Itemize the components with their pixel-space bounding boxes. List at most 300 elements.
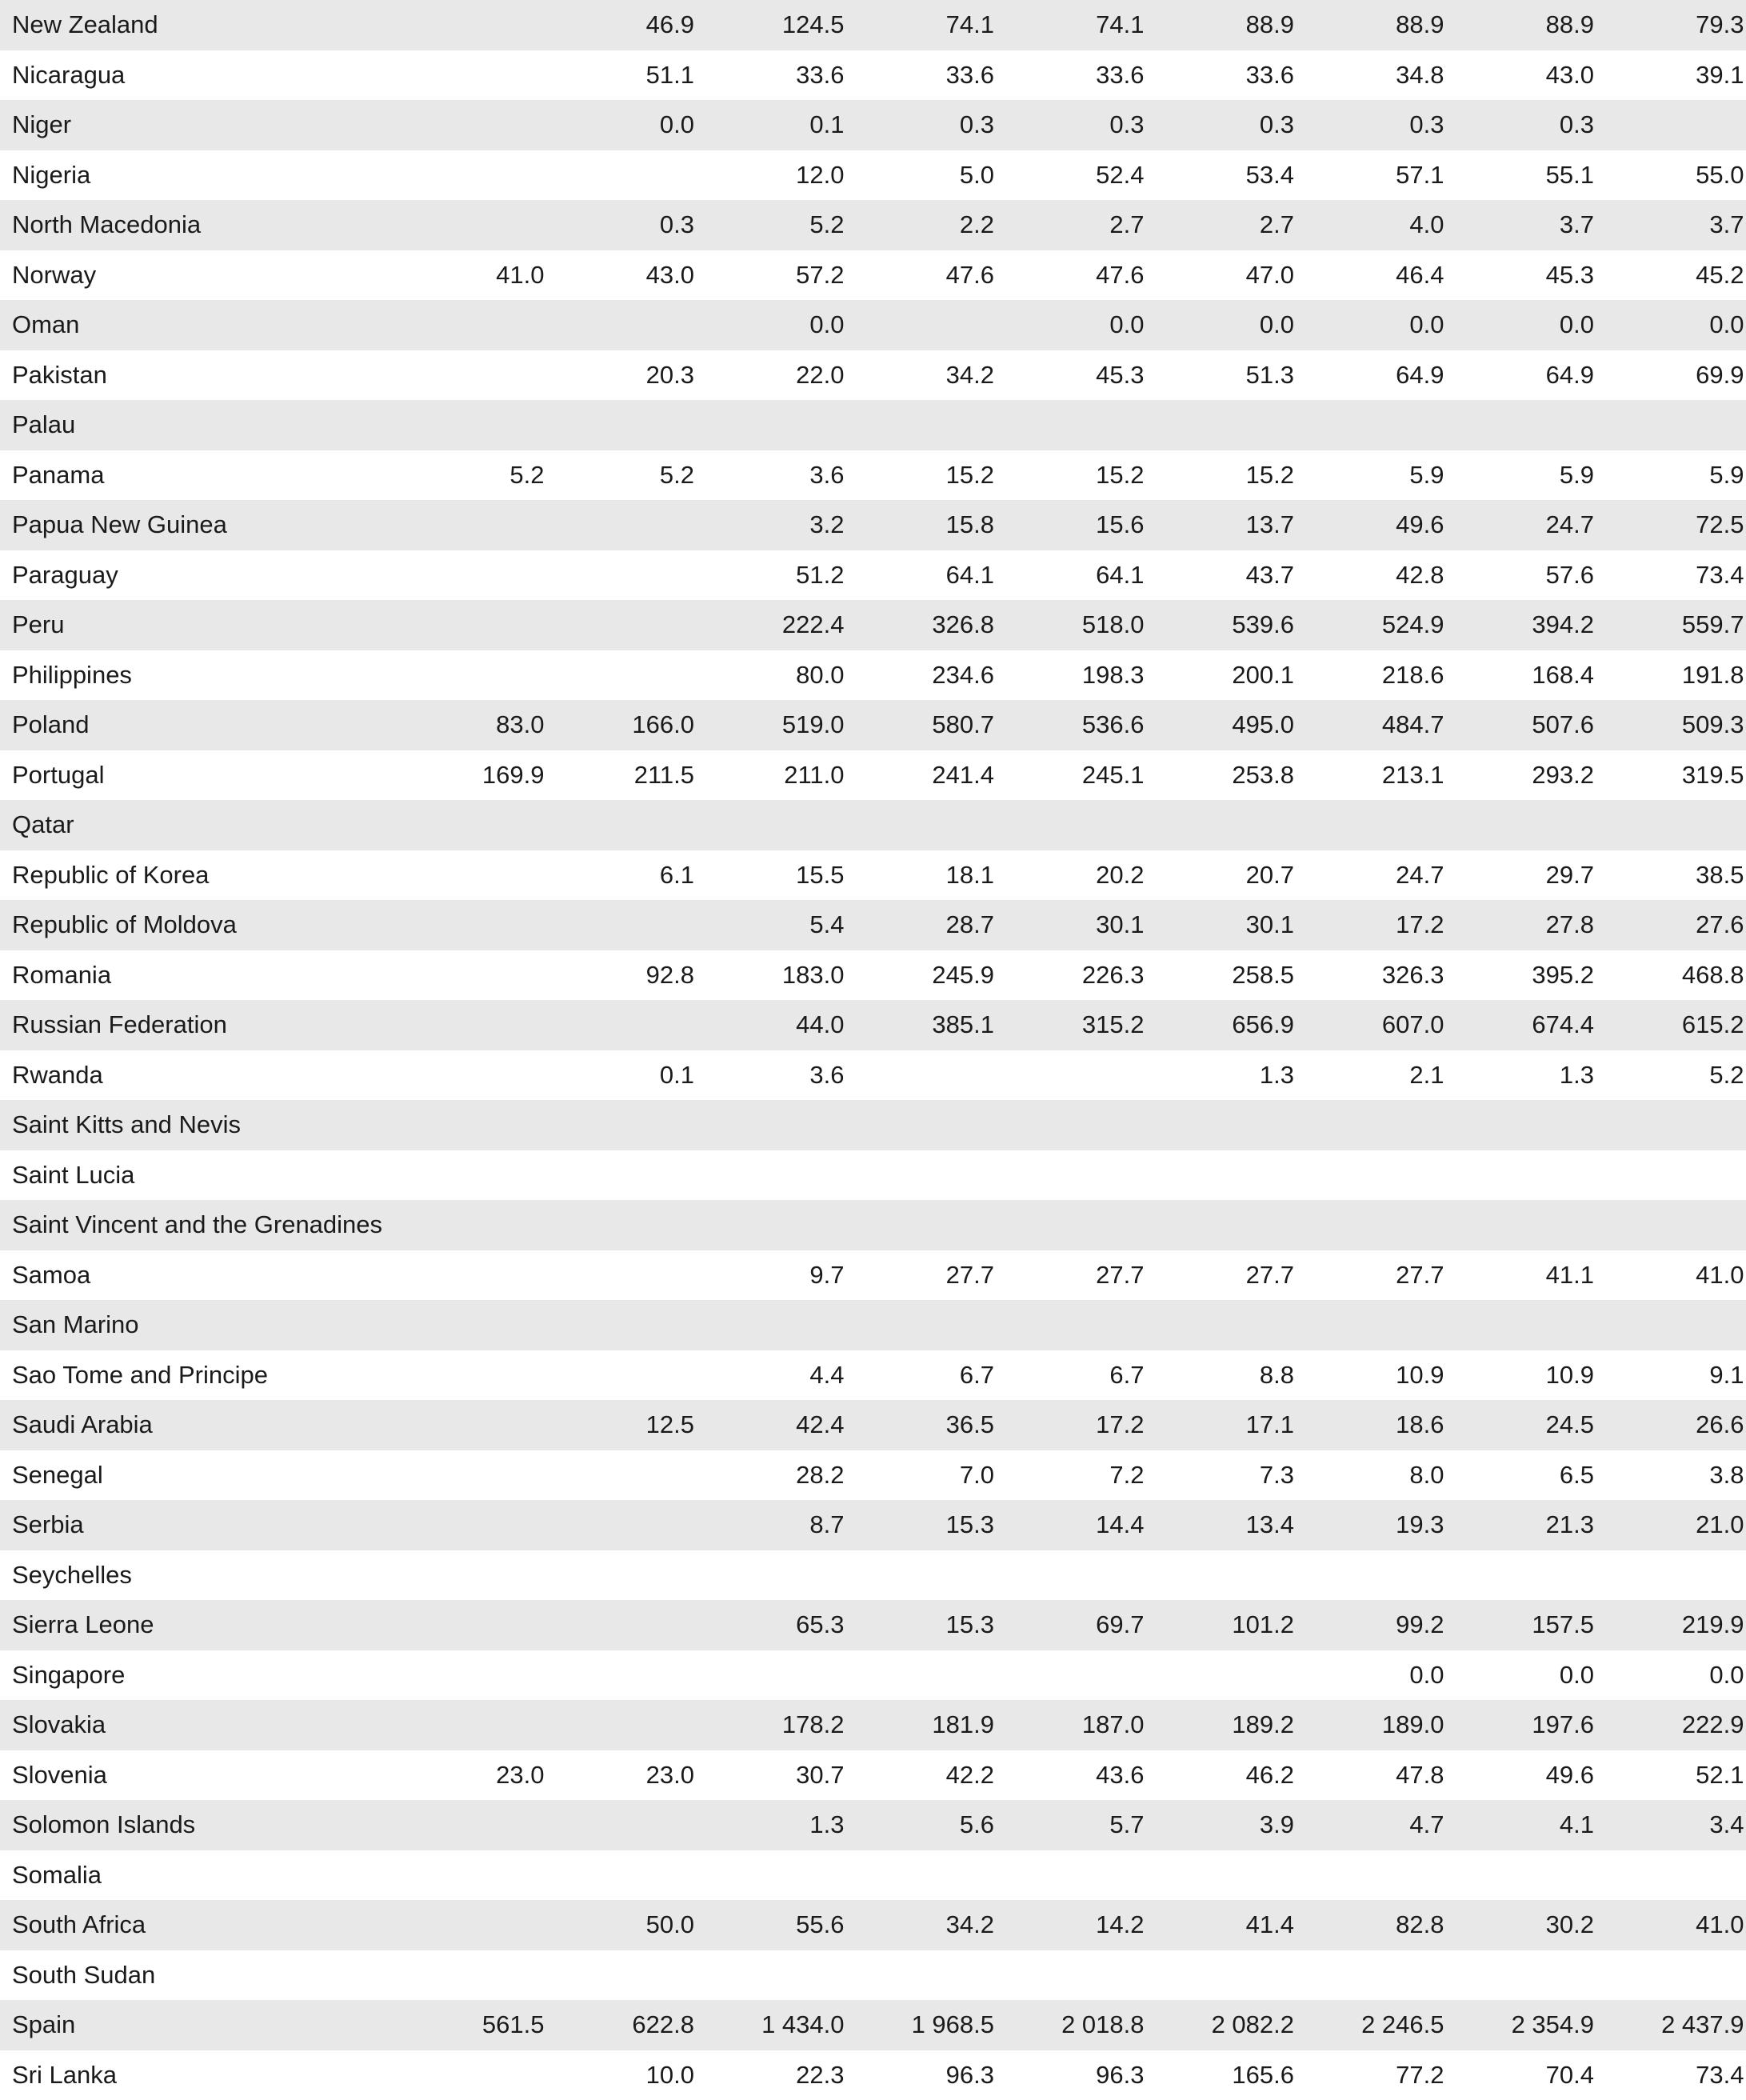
value-cell — [1316, 1850, 1466, 1901]
value-cell — [866, 1300, 1017, 1350]
country-name-cell: New Zealand — [0, 0, 416, 50]
value-cell: 197.6 — [1466, 1700, 1616, 1750]
value-cell: 15.2 — [1016, 450, 1166, 501]
value-cell — [1466, 1300, 1616, 1350]
value-cell — [866, 300, 1017, 350]
value-cell — [1316, 1550, 1466, 1601]
value-cell — [566, 1000, 717, 1050]
value-cell — [866, 1050, 1017, 1101]
value-cell: 0.0 — [1616, 1650, 1746, 1701]
table-row — [0, 500, 1746, 550]
value-cell: 211.5 — [566, 750, 717, 801]
value-cell: 82.8 — [1316, 1900, 1466, 1950]
value-cell: 14.4 — [1016, 1500, 1166, 1550]
table-row — [0, 650, 1746, 701]
value-cell — [566, 1500, 717, 1550]
value-cell: 55.0 — [1616, 150, 1746, 201]
value-cell: 33.6 — [1016, 50, 1166, 101]
value-cell: 2.2 — [866, 200, 1017, 250]
value-cell — [566, 500, 717, 550]
value-cell: 0.0 — [1316, 300, 1466, 350]
country-name-cell: Republic of Korea — [0, 850, 416, 901]
value-cell — [566, 800, 717, 850]
value-cell — [416, 1650, 566, 1701]
country-name-cell: Sao Tome and Principe — [0, 1350, 416, 1401]
value-cell: 8.7 — [716, 1500, 866, 1550]
value-cell — [416, 1350, 566, 1401]
value-cell — [1016, 1950, 1166, 2001]
value-cell — [1316, 1200, 1466, 1250]
table-row — [0, 400, 1746, 450]
value-cell: 674.4 — [1466, 1000, 1616, 1050]
value-cell: 30.1 — [1016, 900, 1166, 950]
value-cell: 47.6 — [1016, 250, 1166, 301]
value-cell: 326.8 — [866, 600, 1017, 650]
value-cell — [416, 1950, 566, 2001]
value-cell: 33.6 — [866, 50, 1017, 101]
value-cell — [566, 550, 717, 601]
value-cell: 20.3 — [566, 350, 717, 401]
value-cell: 1.3 — [1466, 1050, 1616, 1101]
value-cell: 157.5 — [1466, 1600, 1616, 1650]
country-name-cell: South Africa — [0, 1900, 416, 1950]
value-cell: 5.9 — [1616, 450, 1746, 501]
value-cell: 656.9 — [1166, 1000, 1316, 1050]
value-cell: 99.2 — [1316, 1600, 1466, 1650]
value-cell — [1166, 1200, 1316, 1250]
value-cell: 96.3 — [1016, 2050, 1166, 2100]
value-cell — [716, 1300, 866, 1350]
value-cell: 27.6 — [1616, 900, 1746, 950]
value-cell: 15.3 — [866, 1500, 1017, 1550]
value-cell: 69.7 — [1016, 1600, 1166, 1650]
table-row — [0, 1900, 1746, 1950]
value-cell: 168.4 — [1466, 650, 1616, 701]
value-cell: 5.7 — [1016, 1800, 1166, 1850]
value-cell — [416, 0, 566, 50]
value-cell: 4.4 — [716, 1350, 866, 1401]
value-cell: 2 082.2 — [1166, 2000, 1316, 2050]
table-row — [0, 1200, 1746, 1250]
value-cell: 2 018.8 — [1016, 2000, 1166, 2050]
value-cell: 24.7 — [1466, 500, 1616, 550]
value-cell: 22.3 — [716, 2050, 866, 2100]
value-cell: 519.0 — [716, 700, 866, 750]
value-cell — [1616, 1550, 1746, 1601]
value-cell — [566, 150, 717, 201]
table-row — [0, 1400, 1746, 1450]
value-cell: 169.9 — [416, 750, 566, 801]
value-cell: 241.4 — [866, 750, 1017, 801]
value-cell — [566, 1950, 717, 2001]
value-cell: 12.0 — [716, 150, 866, 201]
country-name-cell: Slovakia — [0, 1700, 416, 1750]
value-cell: 213.1 — [1316, 750, 1466, 801]
value-cell — [416, 1250, 566, 1301]
value-cell — [566, 1550, 717, 1601]
value-cell: 9.1 — [1616, 1350, 1746, 1401]
table-row — [0, 2050, 1746, 2100]
value-cell: 27.7 — [1016, 1250, 1166, 1301]
value-cell: 55.6 — [716, 1900, 866, 1950]
value-cell — [416, 500, 566, 550]
country-name-cell: Solomon Islands — [0, 1800, 416, 1850]
country-name-cell: Singapore — [0, 1650, 416, 1701]
value-cell: 0.0 — [1016, 300, 1166, 350]
value-cell: 3.8 — [1616, 1450, 1746, 1501]
value-cell: 51.2 — [716, 550, 866, 601]
value-cell: 326.3 — [1316, 950, 1466, 1001]
value-cell — [1016, 1200, 1166, 1250]
country-name-cell: Oman — [0, 300, 416, 350]
value-cell: 27.8 — [1466, 900, 1616, 950]
value-cell: 41.0 — [1616, 1250, 1746, 1301]
country-name-cell: Saudi Arabia — [0, 1400, 416, 1450]
value-cell — [566, 1300, 717, 1350]
value-cell: 65.3 — [716, 1600, 866, 1650]
table-row — [0, 950, 1746, 1001]
value-cell: 73.4 — [1616, 550, 1746, 601]
value-cell: 507.6 — [1466, 700, 1616, 750]
value-cell — [1316, 800, 1466, 850]
value-cell: 13.4 — [1166, 1500, 1316, 1550]
value-cell: 28.7 — [866, 900, 1017, 950]
value-cell: 5.6 — [866, 1800, 1017, 1850]
country-name-cell: Palau — [0, 400, 416, 450]
value-cell — [1016, 800, 1166, 850]
value-cell: 189.0 — [1316, 1700, 1466, 1750]
value-cell — [1316, 400, 1466, 450]
country-name-cell: Qatar — [0, 800, 416, 850]
value-cell: 52.1 — [1616, 1750, 1746, 1801]
value-cell: 2.7 — [1016, 200, 1166, 250]
value-cell — [1616, 1850, 1746, 1901]
value-cell — [1616, 800, 1746, 850]
value-cell — [1466, 400, 1616, 450]
value-cell — [566, 1250, 717, 1301]
value-cell: 41.1 — [1466, 1250, 1616, 1301]
value-cell — [416, 1900, 566, 1950]
value-cell — [416, 950, 566, 1001]
value-cell — [566, 900, 717, 950]
value-cell: 23.0 — [416, 1750, 566, 1801]
value-cell: 385.1 — [866, 1000, 1017, 1050]
value-cell: 124.5 — [716, 0, 866, 50]
table-row — [0, 550, 1746, 601]
table-row — [0, 600, 1746, 650]
table-row — [0, 1100, 1746, 1150]
value-cell: 219.9 — [1616, 1600, 1746, 1650]
value-cell: 5.4 — [716, 900, 866, 950]
value-cell: 6.1 — [566, 850, 717, 901]
value-cell: 26.6 — [1616, 1400, 1746, 1450]
value-cell — [566, 1450, 717, 1501]
country-name-cell: Seychelles — [0, 1550, 416, 1601]
value-cell: 28.2 — [716, 1450, 866, 1501]
value-cell: 17.1 — [1166, 1400, 1316, 1450]
value-cell — [566, 1350, 717, 1401]
country-name-cell: Saint Vincent and the Grenadines — [0, 1200, 416, 1250]
value-cell — [1466, 1950, 1616, 2001]
value-cell: 8.8 — [1166, 1350, 1316, 1401]
table-row — [0, 0, 1746, 50]
table-row — [0, 100, 1746, 150]
value-cell — [416, 1050, 566, 1101]
value-cell — [416, 1150, 566, 1201]
value-cell — [566, 1700, 717, 1750]
value-cell: 51.3 — [1166, 350, 1316, 401]
value-cell — [416, 1600, 566, 1650]
value-cell: 41.0 — [1616, 1900, 1746, 1950]
value-cell: 183.0 — [716, 950, 866, 1001]
value-cell: 69.9 — [1616, 350, 1746, 401]
value-cell: 5.2 — [416, 450, 566, 501]
table-row — [0, 1850, 1746, 1901]
value-cell: 36.5 — [866, 1400, 1017, 1450]
table-row — [0, 1450, 1746, 1501]
value-cell: 4.1 — [1466, 1800, 1616, 1850]
value-cell: 315.2 — [1016, 1000, 1166, 1050]
value-cell — [1016, 1100, 1166, 1150]
value-cell — [566, 1100, 717, 1150]
value-cell: 27.7 — [1316, 1250, 1466, 1301]
value-cell — [566, 600, 717, 650]
value-cell — [1466, 1850, 1616, 1901]
value-cell: 509.3 — [1616, 700, 1746, 750]
value-cell — [416, 1700, 566, 1750]
value-cell — [866, 1200, 1017, 1250]
table-row — [0, 1300, 1746, 1350]
value-cell — [566, 300, 717, 350]
value-cell — [1166, 1300, 1316, 1350]
value-cell: 10.9 — [1466, 1350, 1616, 1401]
value-cell — [416, 1500, 566, 1550]
value-cell: 96.3 — [866, 2050, 1017, 2100]
value-cell — [416, 1800, 566, 1850]
value-cell: 2.1 — [1316, 1050, 1466, 1101]
value-cell — [1016, 1300, 1166, 1350]
country-name-cell: Samoa — [0, 1250, 416, 1301]
country-name-cell: Romania — [0, 950, 416, 1001]
value-cell: 29.7 — [1466, 850, 1616, 901]
value-cell: 6.7 — [1016, 1350, 1166, 1401]
value-cell — [1616, 100, 1746, 150]
value-cell: 44.0 — [716, 1000, 866, 1050]
value-cell: 43.0 — [1466, 50, 1616, 101]
country-name-cell: South Sudan — [0, 1950, 416, 2001]
value-cell: 52.4 — [1016, 150, 1166, 201]
value-cell: 13.7 — [1166, 500, 1316, 550]
value-cell — [416, 1000, 566, 1050]
value-cell: 561.5 — [416, 2000, 566, 2050]
value-cell: 64.9 — [1316, 350, 1466, 401]
value-cell: 0.3 — [866, 100, 1017, 150]
value-cell: 4.0 — [1316, 200, 1466, 250]
value-cell: 0.0 — [716, 300, 866, 350]
country-name-cell: Sierra Leone — [0, 1600, 416, 1650]
value-cell: 30.2 — [1466, 1900, 1616, 1950]
value-cell: 34.2 — [866, 350, 1017, 401]
value-cell: 20.2 — [1016, 850, 1166, 901]
value-cell: 495.0 — [1166, 700, 1316, 750]
country-name-cell: Papua New Guinea — [0, 500, 416, 550]
value-cell: 293.2 — [1466, 750, 1616, 801]
value-cell: 88.9 — [1316, 0, 1466, 50]
value-cell: 7.2 — [1016, 1450, 1166, 1501]
value-cell — [1166, 1550, 1316, 1601]
value-cell: 191.8 — [1616, 650, 1746, 701]
table-row — [0, 1050, 1746, 1101]
value-cell: 27.7 — [1166, 1250, 1316, 1301]
value-cell: 18.1 — [866, 850, 1017, 901]
value-cell — [416, 900, 566, 950]
value-cell: 1 434.0 — [716, 2000, 866, 2050]
value-cell — [716, 1850, 866, 1901]
value-cell: 15.8 — [866, 500, 1017, 550]
value-cell — [716, 1100, 866, 1150]
value-cell: 2 246.5 — [1316, 2000, 1466, 2050]
value-cell: 30.1 — [1166, 900, 1316, 950]
value-cell — [1016, 1550, 1166, 1601]
value-cell: 53.4 — [1166, 150, 1316, 201]
value-cell: 34.8 — [1316, 50, 1466, 101]
value-cell: 15.2 — [1166, 450, 1316, 501]
country-name-cell: Republic of Moldova — [0, 900, 416, 950]
value-cell: 187.0 — [1016, 1700, 1166, 1750]
value-cell — [1616, 400, 1746, 450]
value-cell: 536.6 — [1016, 700, 1166, 750]
value-cell: 165.6 — [1166, 2050, 1316, 2100]
table-row — [0, 150, 1746, 201]
value-cell: 55.1 — [1466, 150, 1616, 201]
table-row — [0, 1250, 1746, 1301]
value-cell: 88.9 — [1166, 0, 1316, 50]
value-cell — [416, 1850, 566, 1901]
country-name-cell: San Marino — [0, 1300, 416, 1350]
value-cell: 0.0 — [1316, 1650, 1466, 1701]
value-cell — [1166, 1650, 1316, 1701]
value-cell: 0.0 — [566, 100, 717, 150]
value-cell — [566, 1600, 717, 1650]
value-cell: 200.1 — [1166, 650, 1316, 701]
value-cell: 394.2 — [1466, 600, 1616, 650]
value-cell: 178.2 — [716, 1700, 866, 1750]
value-cell: 45.2 — [1616, 250, 1746, 301]
value-cell — [1016, 1850, 1166, 1901]
value-cell — [866, 400, 1017, 450]
value-cell: 484.7 — [1316, 700, 1466, 750]
value-cell: 166.0 — [566, 700, 717, 750]
value-cell: 5.0 — [866, 150, 1017, 201]
value-cell — [1466, 800, 1616, 850]
value-cell — [716, 1550, 866, 1601]
value-cell: 468.8 — [1616, 950, 1746, 1001]
value-cell: 7.0 — [866, 1450, 1017, 1501]
value-cell: 15.2 — [866, 450, 1017, 501]
value-cell — [416, 600, 566, 650]
value-cell: 64.1 — [1016, 550, 1166, 601]
value-cell: 222.9 — [1616, 1700, 1746, 1750]
value-cell: 234.6 — [866, 650, 1017, 701]
value-cell — [1016, 1050, 1166, 1101]
country-name-cell: North Macedonia — [0, 200, 416, 250]
value-cell — [1166, 1150, 1316, 1201]
value-cell — [716, 1950, 866, 2001]
value-cell — [1166, 800, 1316, 850]
value-cell: 181.9 — [866, 1700, 1017, 1750]
value-cell — [416, 550, 566, 601]
value-cell: 20.7 — [1166, 850, 1316, 901]
value-cell: 51.1 — [566, 50, 717, 101]
country-name-cell: Nigeria — [0, 150, 416, 201]
value-cell: 77.2 — [1316, 2050, 1466, 2100]
value-cell: 211.0 — [716, 750, 866, 801]
value-cell — [1616, 1300, 1746, 1350]
value-cell: 10.0 — [566, 2050, 717, 2100]
value-cell — [566, 1200, 717, 1250]
country-name-cell: Norway — [0, 250, 416, 301]
value-cell — [416, 400, 566, 450]
country-name-cell: Saint Kitts and Nevis — [0, 1100, 416, 1150]
value-cell: 19.3 — [1316, 1500, 1466, 1550]
value-cell — [1616, 1950, 1746, 2001]
country-name-cell: Somalia — [0, 1850, 416, 1901]
value-cell: 6.7 — [866, 1350, 1017, 1401]
country-name-cell: Portugal — [0, 750, 416, 801]
value-cell: 64.1 — [866, 550, 1017, 601]
table-row — [0, 50, 1746, 101]
value-cell — [566, 650, 717, 701]
table-row — [0, 1750, 1746, 1801]
value-cell: 3.7 — [1466, 200, 1616, 250]
value-cell: 539.6 — [1166, 600, 1316, 650]
table-row — [0, 350, 1746, 401]
table-row — [0, 1600, 1746, 1650]
value-cell: 15.6 — [1016, 500, 1166, 550]
value-cell: 57.2 — [716, 250, 866, 301]
value-cell: 43.7 — [1166, 550, 1316, 601]
value-cell — [1616, 1150, 1746, 1201]
value-cell: 22.0 — [716, 350, 866, 401]
value-cell: 198.3 — [1016, 650, 1166, 701]
value-cell: 0.3 — [1016, 100, 1166, 150]
value-cell: 7.3 — [1166, 1450, 1316, 1501]
value-cell: 92.8 — [566, 950, 717, 1001]
country-name-cell: Peru — [0, 600, 416, 650]
value-cell — [416, 150, 566, 201]
table-row — [0, 1700, 1746, 1750]
country-name-cell: Senegal — [0, 1450, 416, 1501]
value-cell: 0.0 — [1466, 300, 1616, 350]
value-cell: 5.2 — [566, 450, 717, 501]
table-row — [0, 200, 1746, 250]
country-name-cell: Pakistan — [0, 350, 416, 401]
country-name-cell: Rwanda — [0, 1050, 416, 1101]
country-name-cell: Paraguay — [0, 550, 416, 601]
value-cell: 49.6 — [1316, 500, 1466, 550]
table-row — [0, 250, 1746, 301]
value-cell — [566, 1850, 717, 1901]
value-cell: 319.5 — [1616, 750, 1746, 801]
value-cell: 3.7 — [1616, 200, 1746, 250]
value-cell: 46.4 — [1316, 250, 1466, 301]
value-cell: 46.2 — [1166, 1750, 1316, 1801]
value-cell: 42.2 — [866, 1750, 1017, 1801]
value-cell: 0.3 — [1316, 100, 1466, 150]
value-cell: 5.9 — [1316, 450, 1466, 501]
country-name-cell: Sri Lanka — [0, 2050, 416, 2100]
value-cell — [416, 1300, 566, 1350]
